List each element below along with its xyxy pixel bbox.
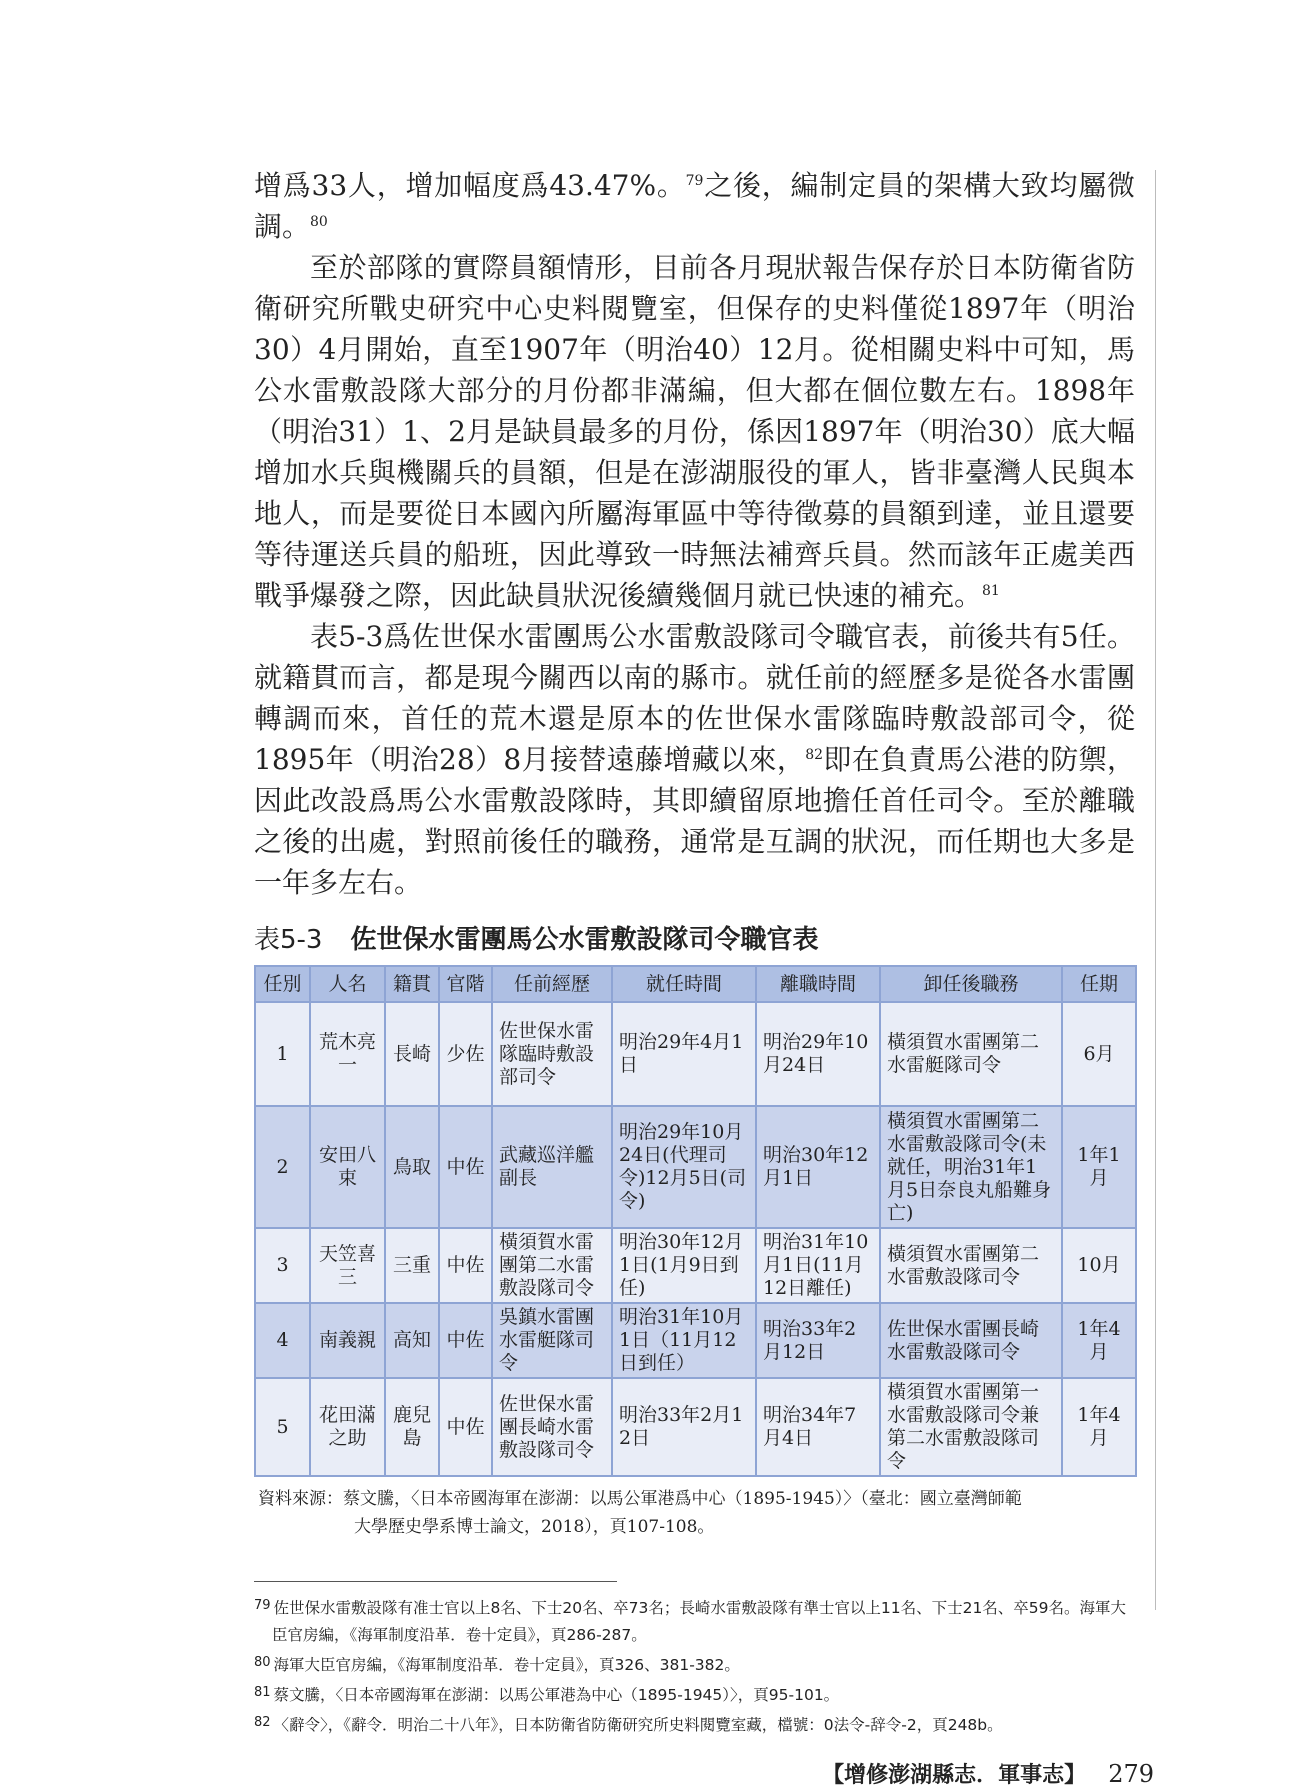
table-cell: 橫須賀水雷團第二水雷艇隊司令 (880, 1002, 1062, 1106)
footnote (254, 1649, 1135, 1679)
table-cell: 中佐 (439, 1228, 492, 1303)
table-cell: 明治30年12月1日 (756, 1106, 880, 1228)
footnote-ref[interactable]: 82 (805, 747, 824, 763)
table-cell: 6月 (1062, 1002, 1136, 1106)
paragraph-2 (254, 247, 1135, 616)
footnotes (254, 1592, 1135, 1739)
table-title-text: 佐世保水雷團馬公水雷敷設隊司令職官表 (350, 925, 819, 955)
table-cell: 中佐 (439, 1106, 492, 1228)
text: 增爲33人，增加幅度爲43.47%。 (254, 169, 686, 202)
footnote-ref[interactable]: 80 (310, 214, 328, 230)
table-source (254, 1485, 1135, 1541)
page-footer (822, 1739, 1154, 1791)
table-cell: 武藏巡洋艦副長 (492, 1106, 612, 1228)
table-cell: 4 (255, 1303, 310, 1378)
table-cell: 橫須賀水雷團第二水雷敷設隊司令(未就任，明治31年1月5日奈良丸船難身亡) (880, 1106, 1062, 1228)
table-cell: 佐世保水雷隊臨時敷設部司令 (492, 1002, 612, 1106)
table-header-row (255, 966, 1136, 1002)
table-number: 表5-3 (254, 925, 323, 955)
column-header: 官階 (439, 966, 492, 1002)
table-cell: 明治31年10月1日（11月12日到任） (612, 1303, 756, 1378)
table-cell: 安田八束 (310, 1106, 385, 1228)
footnote-text: 海軍大臣官房編，《海軍制度沿革．卷十定員》，頁326、381-382。 (273, 1656, 740, 1674)
text: 至於部隊的實際員額情形，目前各月現狀報告保存於日本防衛省防衛研究所戰史研究中心史料閱覽室，但保存的史料僅從1897年（明治30）4月開始，直至1907年（明治40）12月。從相關史料中可知，馬公水雷敷設隊大部分的月份都非滿編，但大都在個位數左右。1898年（明治31）1、2月是缺員最多的月份，係因1897年（明治30）底大幅增加水兵與機關兵的員額，但是在澎湖服役的軍人，皆非臺灣人民與本地人，而是要從日本國內所屬海軍區中等待徵募的員額到達，並且還要等待運送兵員的船班，因此導致一時無法補齊兵員。然而該年正處美西戰爭爆發之際，因此缺員狀況後續幾個月就已快速的補充。 (254, 251, 1135, 612)
table-cell: 橫須賀水雷團第二水雷敷設隊司令 (880, 1228, 1062, 1303)
table-cell: 長崎 (385, 1002, 439, 1106)
table-cell: 明治33年2月12日 (612, 1378, 756, 1476)
table-cell: 鳥取 (385, 1106, 439, 1228)
table-cell: 鹿兒島 (385, 1378, 439, 1476)
table-cell: 南義親 (310, 1303, 385, 1378)
text: 之後，編制定員的架構大致均屬微調。 (254, 169, 1135, 243)
footnote-text: 蔡文騰，〈日本帝國海軍在澎湖：以馬公軍港為中心（1895-1945）〉，頁95-101。 (273, 1686, 840, 1704)
table-row (255, 1106, 1136, 1228)
body-text (254, 165, 1135, 903)
table-cell: 1 (255, 1002, 310, 1106)
column-header: 任期 (1062, 966, 1136, 1002)
table-title (254, 923, 1135, 957)
table-cell: 花田滿之助 (310, 1378, 385, 1476)
column-header: 人名 (310, 966, 385, 1002)
table-cell: 橫須賀水雷團第一水雷敷設隊司令兼第二水雷敷設隊司令 (880, 1378, 1062, 1476)
table-cell: 吳鎮水雷團水雷艇隊司令 (492, 1303, 612, 1378)
footnote-number: 79 (254, 1598, 271, 1613)
table-cell: 佐世保水雷團長崎水雷敷設隊司令 (880, 1303, 1062, 1378)
table-cell: 10月 (1062, 1228, 1136, 1303)
column-header: 任前經歷 (492, 966, 612, 1002)
footnote-number: 80 (254, 1655, 271, 1670)
table-row (255, 1303, 1136, 1378)
footnote-separator (254, 1581, 617, 1582)
table-cell: 1年4月 (1062, 1378, 1136, 1476)
source-line: 大學歷史學系博士論文，2018），頁107-108。 (354, 1517, 715, 1537)
table-cell: 1年4月 (1062, 1303, 1136, 1378)
table-cell: 明治29年10月24日 (756, 1002, 880, 1106)
table-cell: 2 (255, 1106, 310, 1228)
page-number: 279 (1108, 1760, 1154, 1788)
footnote-number: 81 (254, 1685, 271, 1700)
table-cell: 明治29年4月1日 (612, 1002, 756, 1106)
table-row (255, 1002, 1136, 1106)
footnote (254, 1679, 1135, 1709)
table-cell: 佐世保水雷團長崎水雷敷設隊司令 (492, 1378, 612, 1476)
table-row (255, 1378, 1136, 1476)
table-cell: 明治30年12月1日(1月9日到任) (612, 1228, 756, 1303)
footnote-number: 82 (254, 1715, 271, 1730)
paragraph-1 (254, 165, 1135, 247)
table-cell: 明治34年7月4日 (756, 1378, 880, 1476)
table-cell: 高知 (385, 1303, 439, 1378)
table-cell: 少佐 (439, 1002, 492, 1106)
officer-table (254, 965, 1137, 1477)
table-cell: 中佐 (439, 1378, 492, 1476)
table-cell: 三重 (385, 1228, 439, 1303)
book-title: 【增修澎湖縣志．軍事志】 (822, 1762, 1087, 1788)
source-line: 資料來源：蔡文騰，〈日本帝國海軍在澎湖：以馬公軍港爲中心（1895-1945）〉（臺北：國立臺灣師範 (258, 1489, 1022, 1509)
table-cell: 明治33年2月12日 (756, 1303, 880, 1378)
footnote-text: 〈辭令〉，《辭令．明治二十八年》，日本防衛省防衛研究所史料閱覽室藏，檔號：0法令-辞令-2，頁248b。 (273, 1716, 1003, 1734)
table-cell: 明治29年10月24日(代理司令)12月5日(司令) (612, 1106, 756, 1228)
table-cell: 5 (255, 1378, 310, 1476)
page-content (254, 165, 1154, 1788)
table-cell: 中佐 (439, 1303, 492, 1378)
paragraph-3 (254, 616, 1135, 903)
table-cell: 1年1月 (1062, 1106, 1136, 1228)
table-cell: 天笠喜三 (310, 1228, 385, 1303)
column-header: 任別 (255, 966, 310, 1002)
table-row (255, 1228, 1136, 1303)
table-cell: 荒木亮一 (310, 1002, 385, 1106)
column-header: 就任時間 (612, 966, 756, 1002)
table-cell: 明治31年10月1日(11月12日離任) (756, 1228, 880, 1303)
text: 表5-3爲佐世保水雷團馬公水雷敷設隊司令職官表，前後共有5任。就籍貫而言，都是現今關西以南的縣市。就任前的經歷多是從各水雷團轉調而來，首任的荒木還是原本的佐世保水雷隊臨時敷設部司令，從1895年（明治28）8月接替遠藤增藏以來， (254, 620, 1135, 776)
column-header: 籍貫 (385, 966, 439, 1002)
column-header: 卸任後職務 (880, 966, 1062, 1002)
footnote-ref[interactable]: 79 (685, 173, 704, 189)
table-cell: 3 (255, 1228, 310, 1303)
footnote (254, 1592, 1135, 1649)
footnote-ref[interactable]: 81 (982, 583, 1000, 599)
footnote-text: 佐世保水雷敷設隊有准士官以上8名、下士20名、卒73名；長崎水雷敷設隊有準士官以上11名、下士21名、卒59名。海軍大臣官房編，《海軍制度沿革．卷十定員》，頁286-287。 (272, 1599, 1127, 1644)
column-header: 離職時間 (756, 966, 880, 1002)
margin-rule (1155, 170, 1156, 1610)
table-cell: 橫須賀水雷團第二水雷敷設隊司令 (492, 1228, 612, 1303)
text: 即在負責馬公港的防禦，因此改設爲馬公水雷敷設隊時，其即續留原地擔任首任司令。至於離職之後的出處，對照前後任的職務，通常是互調的狀況，而任期也大多是一年多左右。 (254, 743, 1135, 899)
footnote (254, 1709, 1135, 1739)
